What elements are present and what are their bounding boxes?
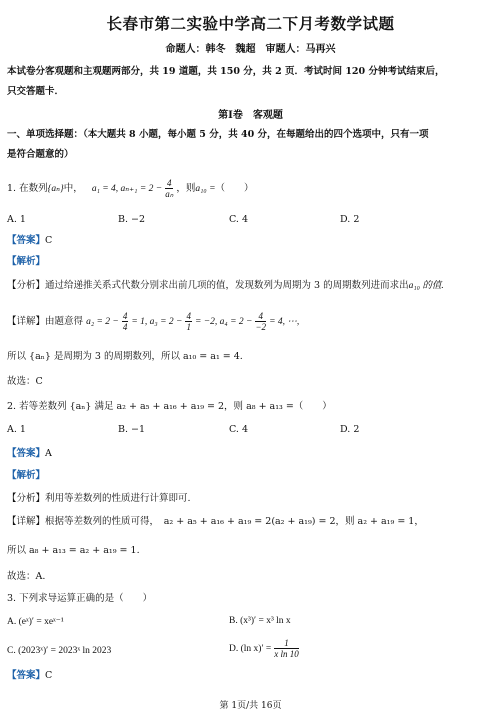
intro-paragraph [7, 62, 495, 102]
q1-condition: a₁ = 4, aₙ₊₁ = 2 − [91, 184, 163, 194]
q2-analysis-label: 【解析】 [7, 470, 46, 481]
q1-fenxi [7, 276, 495, 296]
q1-frac-1-num: 4 [122, 311, 128, 321]
q3-option-a: A. (eˣ)′ = xeˣ⁻¹ [7, 617, 64, 627]
intro-line-1: 本试卷分客观题和主观题两部分，共 19 道题，共 150 分，共 2 页．考试时间 120 分钟考试结束后， [7, 66, 445, 77]
q2-option-d: D. 2 [340, 424, 360, 435]
q2-fenxi-tag: 【分析】 [7, 493, 46, 504]
q1-frac-3-den: −2 [255, 322, 267, 332]
q1-option-c: C. 4 [229, 214, 249, 225]
q2-option-c: C. 4 [229, 424, 249, 435]
q3-option-d [229, 638, 299, 659]
q1-stem-mid: 中， [63, 183, 83, 194]
part-heading-line-1: 一、单项选择题：（本大题共 8 小题，每小题 5 分，共 40 分，在每题给出的四个选项中，只有一项 [7, 129, 429, 140]
part-heading-line-2: 是符合题意的） [7, 149, 74, 160]
authors-line: 命题人：韩冬 魏超 审题人：马再兴 [165, 44, 336, 55]
q1-blank: （ ） [215, 183, 254, 194]
intro-line-2: 只交答题卡． [7, 86, 65, 97]
q1-frac-2-num: 4 [186, 311, 191, 321]
q2-stem: 2. 若等差数列 {aₙ} 满足 a₂ + a₅ + a₁₆ + a₁₉ = 2，则 a₈ + a₁₃ =（ ） [7, 401, 332, 412]
q1-analysis-tag [7, 252, 495, 272]
q1-stem-post: ，则 [176, 183, 196, 194]
q1-frac-2 [185, 311, 192, 332]
q2-conclude: 所以 a₈ + a₁₃ = a₂ + a₁₉ = 1. [7, 545, 140, 556]
q2-xiangjie-tag: 【详解】 [7, 516, 46, 527]
q3-option-d-num: 1 [274, 638, 299, 649]
page-footer: 第 1页/共 16页 [219, 701, 282, 711]
q3-option-b: B. (x³)′ = x³ ln x [229, 616, 291, 626]
q1-sequence: {aₙ} [47, 184, 64, 194]
q1-frac-3-num: 4 [255, 311, 266, 322]
q1-option-a: A. 1 [7, 214, 26, 225]
q3-answer [7, 666, 495, 686]
q2-option-b: B. −1 [118, 424, 146, 435]
q1-expr-2: = 1, a₃ = 2 − [131, 317, 183, 327]
q1-xiangjie [7, 310, 495, 334]
q1-expr-1: a₂ = 2 − [86, 317, 119, 327]
q1-condition-fraction [165, 178, 173, 199]
q3-stem: 3. 下列求导运算正确的是（ ） [7, 593, 153, 604]
q2-xiangjie [7, 512, 495, 532]
q1-ask: a₁₀ = [195, 184, 216, 194]
q1-stem-pre: 1. 在数列 [7, 183, 48, 194]
q1-frac-1-den: 4 [122, 322, 128, 332]
q3-answer-value: C [45, 670, 53, 681]
q2-xiangjie-text: 根据等差数列的性质可得， a₂ + a₅ + a₁₆ + a₁₉ = 2(a₂ + a₁₉) = 2，则 a₂ + a₁₉ = 1， [45, 516, 424, 527]
q1-answer-value: C [45, 235, 53, 246]
section-title: 第Ⅰ卷 客观题 [218, 110, 283, 121]
q2-analysis-tag [7, 466, 495, 486]
q1-frac-3 [255, 311, 266, 332]
q2-answer-value: A [45, 448, 52, 459]
q1-fenxi-tag: 【分析】 [7, 280, 46, 291]
q1-option-d: D. 2 [340, 214, 360, 225]
q2-fenxi-text: 利用等差数列的性质进行计算即可. [45, 493, 191, 504]
q1-frac-2-den: 1 [186, 322, 191, 332]
q1-option-b: B. −2 [118, 214, 146, 225]
q3-answer-tag: 【答案】 [7, 670, 46, 681]
q1-frac-1 [122, 311, 129, 332]
q1-stem [7, 178, 495, 200]
q3-option-d-fraction [274, 638, 299, 659]
q1-final: 故选：C [7, 376, 43, 387]
q1-analysis-label: 【解析】 [7, 256, 46, 267]
q1-answer-tag: 【答案】 [7, 235, 46, 246]
q3-option-c: C. (2023ˣ)′ = 2023ˣ ln 2023 [7, 646, 112, 656]
q2-fenxi [7, 489, 495, 509]
q2-option-a: A. 1 [7, 424, 26, 435]
q1-expr-4: = 4, ⋯, [269, 317, 300, 327]
q2-answer-tag: 【答案】 [7, 448, 46, 459]
q1-fenxi-text: 通过给递推关系式代数分别求出前几项的值，发现数列为周期为 3 的周期数列进而求出 [45, 280, 409, 291]
part-heading [7, 125, 495, 165]
q1-expr-3: = −2, a₄ = 2 − [194, 317, 253, 327]
q1-answer [7, 231, 495, 251]
q1-xiangjie-pre: 由题意得 [45, 316, 84, 327]
q1-conclude: 所以 {aₙ} 是周期为 3 的周期数列，所以 a₁₀ = a₁ = 4. [7, 351, 243, 362]
q1-fenxi-end: a₁₀ 的值. [408, 281, 444, 291]
q2-final: 故选：A. [7, 571, 46, 582]
q1-frac-num: 4 [167, 178, 172, 188]
q1-xiangjie-tag: 【详解】 [7, 316, 46, 327]
q3-option-d-pre: D. (ln x)′ = [229, 644, 272, 654]
q3-option-d-den: x ln 10 [274, 649, 299, 659]
q2-answer [7, 444, 495, 464]
page-title: 长春市第二实验中学高二下月考数学试题 [106, 15, 395, 33]
q1-frac-den: aₙ [165, 189, 174, 199]
